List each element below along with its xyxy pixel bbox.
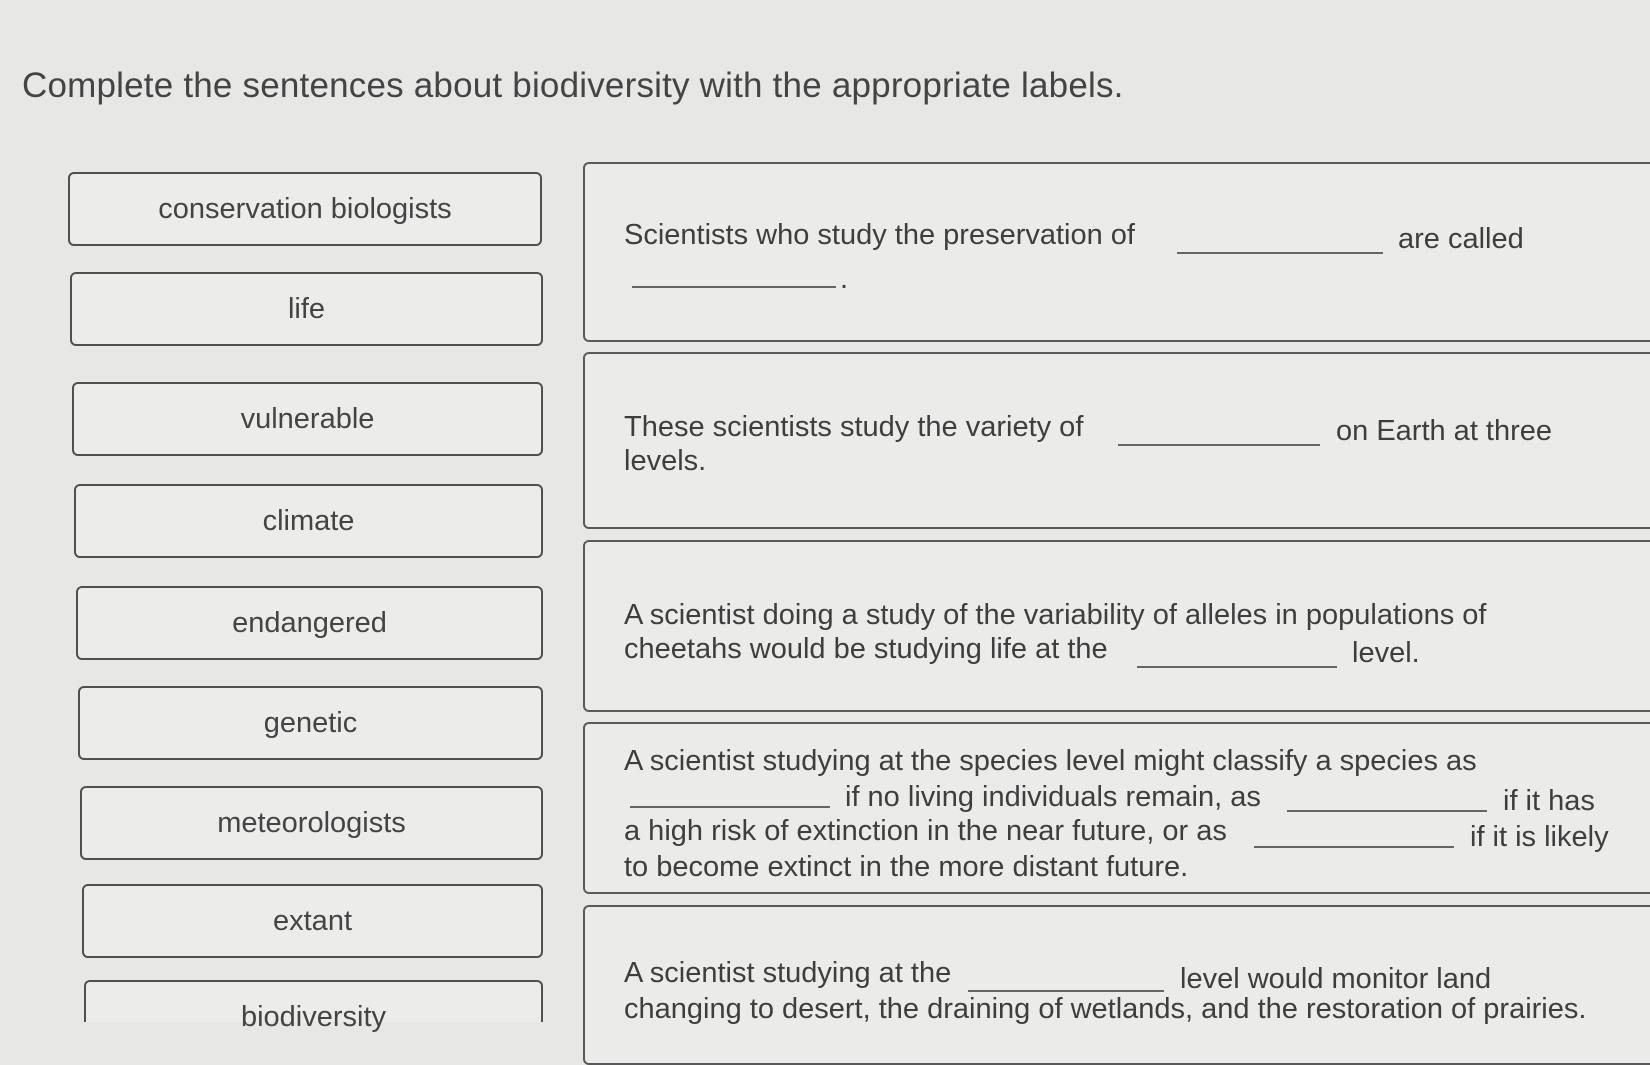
- drop-target-3[interactable]: [1137, 636, 1337, 668]
- sentence-2-text-2: on Earth at three: [1336, 415, 1553, 447]
- label-tile-conservation-biologists[interactable]: [68, 172, 542, 246]
- sentence-2-text-3: levels.: [624, 445, 707, 477]
- drop-target-1b[interactable]: [632, 256, 836, 288]
- sentence-3-text-1: A scientist doing a study of the variability of alleles in populations of: [624, 599, 1487, 631]
- drop-target-1a[interactable]: [1177, 222, 1383, 254]
- sentence-4-text-6: to become extinct in the more distant future.: [624, 851, 1189, 883]
- instructions-heading: Complete the sentences about biodiversity with the appropriate labels.: [22, 66, 1124, 105]
- label-text: extant: [273, 904, 352, 937]
- label-text: life: [287, 292, 326, 325]
- drop-target-4a[interactable]: [630, 776, 830, 808]
- sentence-4-text-5: if it is likely: [1470, 821, 1609, 853]
- sentence-5-text-2: level would monitor land: [1180, 963, 1492, 995]
- label-tile-biodiversity[interactable]: [84, 980, 543, 1033]
- sentence-1-period: .: [840, 263, 849, 295]
- label-text: climate: [262, 504, 355, 537]
- label-tile-climate[interactable]: [74, 484, 543, 558]
- drop-target-4b[interactable]: [1287, 780, 1487, 812]
- label-text: vulnerable: [240, 402, 375, 435]
- sentence-4-text-2: if no living individuals remain, as: [845, 781, 1261, 813]
- sentence-4-text-4: a high risk of extinction in the near future, or as: [624, 815, 1227, 847]
- label-tile-life[interactable]: [70, 272, 543, 346]
- label-text: conservation biologists: [158, 192, 452, 225]
- sentence-1-text-2: are called: [1398, 223, 1524, 255]
- sentence-3-text-2: cheetahs would be studying life at the: [624, 633, 1108, 665]
- label-tile-genetic[interactable]: [78, 686, 543, 760]
- drop-target-4c[interactable]: [1254, 816, 1454, 848]
- drop-target-2[interactable]: [1118, 414, 1320, 446]
- label-tile-vulnerable[interactable]: [72, 382, 543, 456]
- label-text: genetic: [263, 706, 358, 739]
- sentence-2-text-1: These scientists study the variety of: [624, 411, 1084, 443]
- label-text: biodiversity: [240, 1001, 387, 1033]
- sentence-3-text-3: level.: [1352, 637, 1420, 669]
- sentence-1-text-1: Scientists who study the preservation of: [624, 219, 1135, 251]
- drop-target-5[interactable]: [968, 960, 1164, 992]
- label-text: endangered: [232, 606, 387, 639]
- label-tile-extant[interactable]: [82, 884, 543, 958]
- sentence-5-text-3: changing to desert, the draining of wetlands, and the restoration of prairies.: [624, 993, 1587, 1025]
- sentence-4-text-1: A scientist studying at the species level might classify a species as: [624, 745, 1477, 777]
- sentence-5-text-1: A scientist studying at the: [624, 957, 952, 989]
- label-tile-meteorologists[interactable]: [80, 786, 543, 860]
- label-text: meteorologists: [217, 806, 406, 839]
- sentence-4-text-3: if it has: [1503, 785, 1595, 817]
- label-tile-endangered[interactable]: [76, 586, 543, 660]
